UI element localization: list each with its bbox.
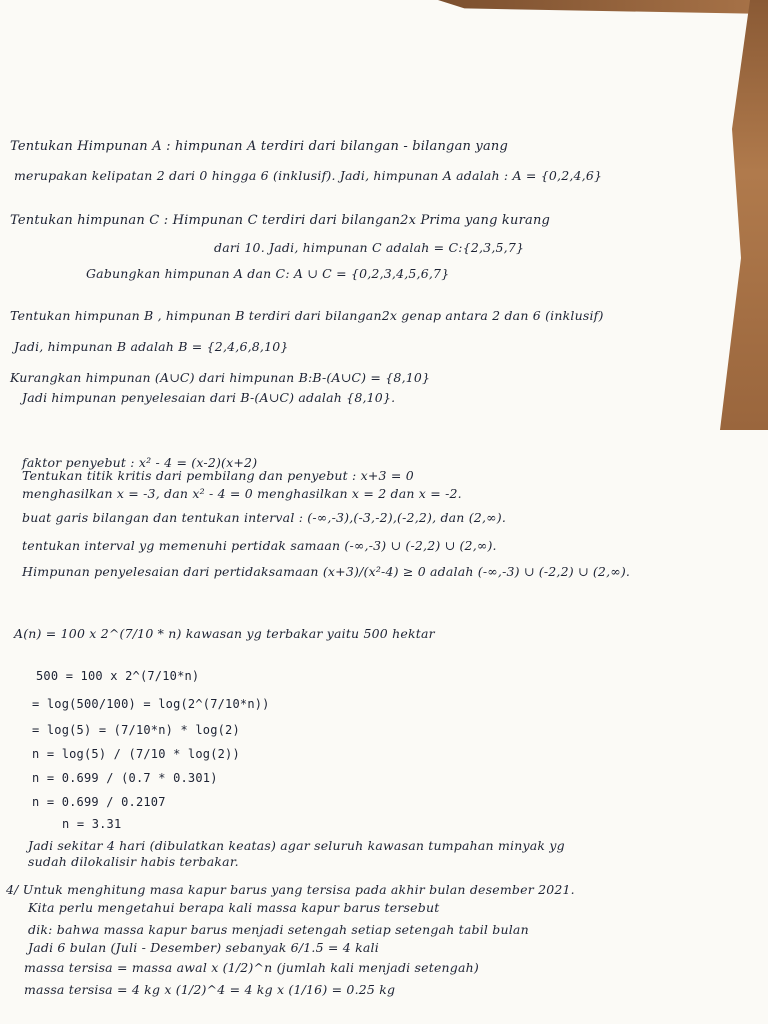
text-line: Tentukan himpunan B , himpunan B terdiri dari bilangan2x genap antara 2 dan 6 (inklusif): [10, 308, 604, 323]
math-line: = log(5) = (7/10*n) * log(2): [32, 723, 240, 737]
text-line: massa tersisa = massa awal x (1/2)^n (jumlah kali menjadi setengah): [24, 960, 479, 975]
math-line: 500 = 100 x 2^(7/10*n): [36, 669, 200, 683]
text-line: merupakan kelipatan 2 dari 0 hingga 6 (inklusif). Jadi, himpunan A adalah : A = {0,2,4,6}: [14, 168, 603, 183]
text-line: Tentukan titik kritis dari pembilang dan penyebut : x+3 = 0: [22, 468, 414, 483]
text-line: buat garis bilangan dan tentukan interval : (-∞,-3),(-3,-2),(-2,2), dan (2,∞).: [22, 510, 506, 525]
text-line: faktor penyebut : x² - 4 = (x-2)(x+2): [22, 455, 258, 470]
text-line: dik: bahwa massa kapur barus menjadi setengah setiap setengah tabil bulan: [28, 922, 529, 937]
text-line: sudah dilokalisir habis terbakar.: [28, 854, 239, 869]
text-line: Tentukan Himpunan A : himpunan A terdiri dari bilangan - bilangan yang: [10, 139, 509, 154]
text-line: Kurangkan himpunan (A∪C) dari himpunan B:B-(A∪C) = {8,10}: [10, 370, 431, 385]
text-line: Gabungkan himpunan A dan C: A ∪ C = {0,2,3,4,5,6,7}: [86, 266, 450, 281]
text-line: menghasilkan x = -3, dan x² - 4 = 0 menghasilkan x = 2 dan x = -2.: [22, 486, 462, 501]
table-edge-top: [438, 0, 768, 14]
text-line: Himpunan penyelesaian dari pertidaksamaan (x+3)/(x²-4) ≥ 0 adalah (-∞,-3) ∪ (-2,2) ∪ (2,∞).: [22, 564, 631, 579]
math-line: n = 0.699 / (0.7 * 0.301): [32, 771, 218, 785]
text-line: Tentukan himpunan C : Himpunan C terdiri dari bilangan2x Prima yang kurang: [10, 213, 551, 228]
text-line: massa tersisa = 4 kg x (1/2)^4 = 4 kg x (1/16) = 0.25 kg: [24, 982, 396, 997]
math-line: n = log(5) / (7/10 * log(2)): [32, 747, 240, 761]
text-line: Jadi sekitar 4 hari (dibulatkan keatas) agar seluruh kawasan tumpahan minyak yg: [28, 838, 565, 853]
text-line: Kita perlu mengetahui berapa kali massa kapur barus tersebut: [28, 900, 440, 915]
text-line: Jadi 6 bulan (Juli - Desember) sebanyak 6/1.5 = 4 kali: [28, 940, 379, 955]
text-line: A(n) = 100 x 2^(7/10 * n) kawasan yg terbakar yaitu 500 hektar: [14, 626, 435, 641]
math-line: n = 0.699 / 0.2107: [32, 795, 166, 809]
text-line: Jadi, himpunan B adalah B = {2,4,6,8,10}: [14, 339, 289, 354]
text-line: 4/ Untuk menghitung masa kapur barus yang tersisa pada akhir bulan desember 2021.: [6, 882, 575, 897]
math-line: n = 3.31: [62, 817, 122, 831]
math-line: = log(500/100) = log(2^(7/10*n)): [32, 697, 270, 711]
table-edge-right: [708, 0, 768, 430]
text-line: Jadi himpunan penyelesaian dari B-(A∪C) adalah {8,10}.: [22, 390, 396, 405]
text-line: tentukan interval yg memenuhi pertidak samaan (-∞,-3) ∪ (-2,2) ∪ (2,∞).: [22, 538, 497, 553]
text-line: dari 10. Jadi, himpunan C adalah = C:{2,3,5,7}: [214, 240, 525, 255]
